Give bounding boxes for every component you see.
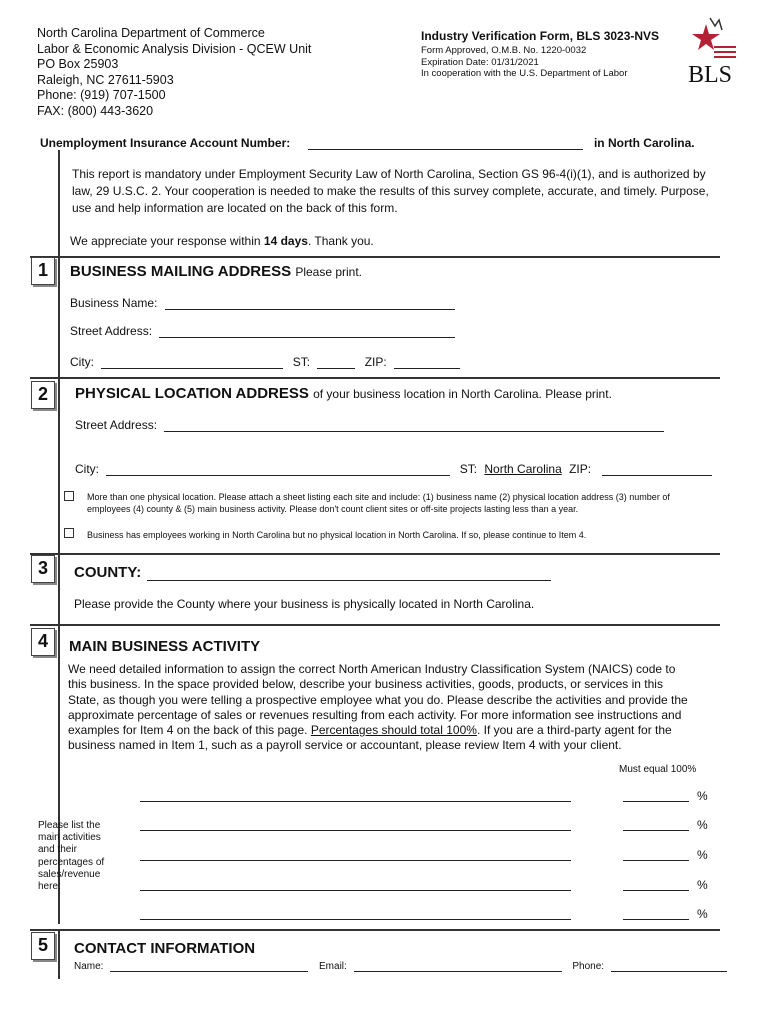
contact-email-input[interactable] xyxy=(354,971,562,972)
street-address-label-2: Street Address: xyxy=(75,418,158,432)
zip-label-1: ZIP: xyxy=(364,355,387,369)
section1-title xyxy=(70,263,362,280)
appreciation-days: 14 days xyxy=(263,234,308,248)
section5-number: 5 xyxy=(31,932,55,960)
st-value-2: North Carolina xyxy=(484,462,562,476)
section1-vrule xyxy=(58,256,60,378)
section4-title: MAIN BUSINESS ACTIVITY xyxy=(69,638,261,655)
form-info-block xyxy=(421,29,659,80)
contact-email-label: Email: xyxy=(319,961,347,972)
activity-instructions-post: . If you are a third-party agent for the business named in Item 1, such as a payroll service or accountant, please review Item 4 with your client. xyxy=(68,723,672,753)
section3-vrule xyxy=(58,553,60,625)
percent-sign: % xyxy=(697,818,708,832)
contact-phone-input[interactable] xyxy=(611,971,727,972)
ui-account-input[interactable] xyxy=(308,149,583,150)
agency-line: Raleigh, NC 27611-5903 xyxy=(37,72,174,87)
section4-rule xyxy=(30,624,720,626)
activity-instructions-pre: We need detailed information to assign the correct North American Industry Classification System (NAICS) code to this business. In the space provided below, describe your business activities, goods, products, or services in this State, as though you were telling a prospective employee what you do. Please describe the activities and provide the approximate percentage of sales or revenues resulting from each activity. For more information see instructions and examples for Item 4 on the back of this page. xyxy=(68,662,688,738)
section2-rule xyxy=(30,377,720,379)
percent-sign: % xyxy=(697,789,708,803)
section1-subtitle: Please print. xyxy=(295,265,363,279)
percent-input-1[interactable] xyxy=(623,801,689,802)
agency-line: PO Box 25903 xyxy=(37,57,119,72)
contact-name-label: Name: xyxy=(74,961,104,972)
percent-sign: % xyxy=(697,878,708,892)
percent-input-5[interactable] xyxy=(623,919,689,920)
st-label-2: ST: xyxy=(459,462,478,476)
section1-number: 1 xyxy=(31,257,55,285)
section4-number: 4 xyxy=(31,628,55,656)
section5-rule xyxy=(30,929,720,931)
county-note: Please provide the County where your business is physically located in North Carolina. xyxy=(74,597,535,611)
agency-address-block xyxy=(37,26,311,120)
street-address-row-1 xyxy=(70,324,455,338)
city-input-2[interactable] xyxy=(106,475,450,476)
agency-line: North Carolina Department of Commerce xyxy=(37,26,265,40)
cooperation-note: In cooperation with the U.S. Department of Labor xyxy=(421,68,628,79)
activity-input-5[interactable] xyxy=(140,919,571,920)
agency-line: FAX: (800) 443-3620 xyxy=(37,103,154,118)
street-address-row-2 xyxy=(75,418,664,432)
percent-sign: % xyxy=(697,848,708,862)
section3-title xyxy=(74,564,551,581)
form-title: Industry Verification Form, BLS 3023-NVS xyxy=(421,29,660,43)
activity-input-3[interactable] xyxy=(140,860,571,861)
section2-subtitle: of your business location in North Carolina. Please print. xyxy=(313,387,612,401)
city-label-1: City: xyxy=(70,355,94,369)
city-label-2: City: xyxy=(75,462,99,476)
zip-label-2: ZIP: xyxy=(569,462,592,476)
section1-title-text: BUSINESS MAILING ADDRESS xyxy=(70,263,292,280)
section3-rule xyxy=(30,553,720,555)
section2-title xyxy=(75,385,612,402)
agency-line: Phone: (919) 707-1500 xyxy=(37,88,166,103)
ui-account-suffix: in North Carolina. xyxy=(593,136,695,150)
left-rule-top xyxy=(58,150,60,258)
section2-number: 2 xyxy=(31,381,55,409)
activity-instructions-underlined: Percentages should total 100% xyxy=(310,723,477,738)
percent-input-3[interactable] xyxy=(623,860,689,861)
street-address-input-1[interactable] xyxy=(159,337,455,338)
appreciation-note xyxy=(70,233,374,250)
form-approved: Form Approved, O.M.B. No. 1220-0032 xyxy=(421,45,587,56)
zip-input-1[interactable] xyxy=(394,368,460,369)
zip-input-2[interactable] xyxy=(602,475,712,476)
activity-side-note: Please list the main activities and their percentages of sales/revenue here: xyxy=(38,820,105,893)
no-physical-location-text: Business has employees working in North Carolina but no physical location in North Carolina. If so, please continue to Item 4. xyxy=(87,530,587,540)
activity-instructions xyxy=(68,662,694,754)
appreciation-pre: We appreciate your response within xyxy=(70,234,264,248)
section5-vrule xyxy=(58,929,60,979)
percent-input-2[interactable] xyxy=(623,830,689,831)
section1-rule xyxy=(30,256,720,258)
contact-row xyxy=(74,961,727,972)
section3-number: 3 xyxy=(31,555,55,583)
must-equal-note: Must equal 100% xyxy=(619,764,697,775)
section2-title-text: PHYSICAL LOCATION ADDRESS xyxy=(75,385,309,402)
st-label-1: ST: xyxy=(292,355,311,369)
city-input-1[interactable] xyxy=(101,368,283,369)
multiple-locations-text: More than one physical location. Please attach a sheet listing each site and include: (1) business name (2) physical location address (3) number of employees (4) county & (5) main business activity. Please don't count client sites or off-site projects lasting less than a year. xyxy=(87,492,670,514)
section2-vrule xyxy=(58,377,60,555)
business-name-input[interactable] xyxy=(165,309,455,310)
section5-title: CONTACT INFORMATION xyxy=(74,940,256,957)
ui-account-label: Unemployment Insurance Account Number: xyxy=(40,136,291,150)
agency-line: Labor & Economic Analysis Division - QCEW Unit xyxy=(37,41,312,56)
contact-phone-label: Phone: xyxy=(572,961,605,972)
activity-input-1[interactable] xyxy=(140,801,571,802)
mandatory-notice: This report is mandatory under Employment Security Law of North Carolina, Section GS 96-4(i)(1), and is authorized by law, 29 U.S.C. 2. Your cooperation is needed to make the results of this survey complete, accurate, and timely. Purpose, use and help information are located on the back of this form. xyxy=(72,167,709,215)
street-address-label-1: Street Address: xyxy=(70,324,153,338)
county-input[interactable] xyxy=(147,580,551,581)
ui-account-row xyxy=(40,136,720,150)
bls-logo xyxy=(684,12,744,90)
expiration-date: Expiration Date: 01/31/2021 xyxy=(421,56,539,68)
business-name-label: Business Name: xyxy=(70,296,158,310)
bls-logo-text: BLS xyxy=(688,62,733,88)
business-name-row xyxy=(70,296,455,310)
street-address-input-2[interactable] xyxy=(164,431,664,432)
percent-sign: % xyxy=(697,907,708,921)
activity-input-2[interactable] xyxy=(140,830,571,831)
city-row-1 xyxy=(70,355,460,369)
percent-input-4[interactable] xyxy=(623,890,689,891)
appreciation-post: . Thank you. xyxy=(307,234,374,248)
county-label: COUNTY: xyxy=(74,564,142,581)
no-physical-location-checkbox[interactable] xyxy=(64,528,74,538)
activity-input-4[interactable] xyxy=(140,890,571,891)
multiple-locations-checkbox[interactable] xyxy=(64,491,74,501)
st-input-1[interactable] xyxy=(317,368,355,369)
city-row-2 xyxy=(75,462,712,476)
contact-name-input[interactable] xyxy=(110,971,308,972)
bls-star-icon xyxy=(692,18,736,58)
